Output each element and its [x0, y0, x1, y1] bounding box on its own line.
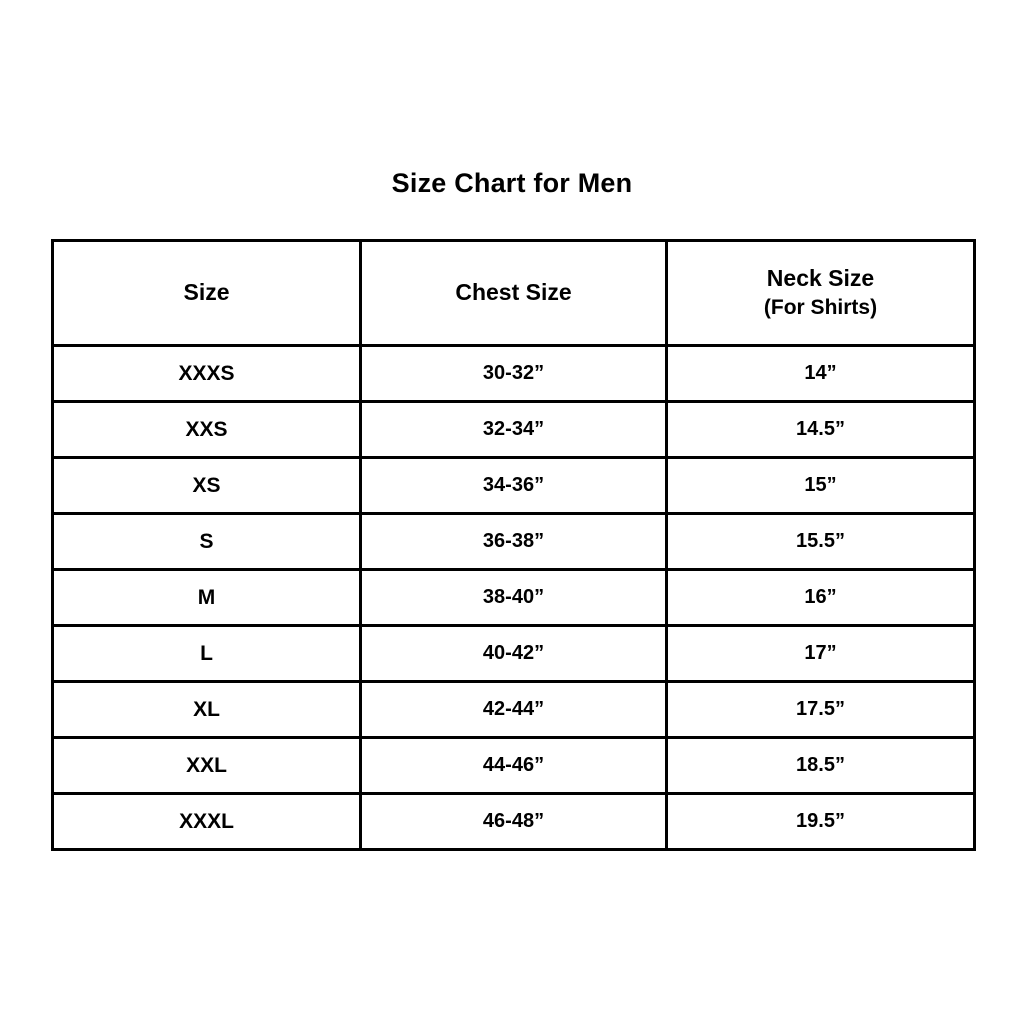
table-row — [53, 346, 975, 402]
column-header-chest — [361, 241, 667, 346]
cell-neck: 17” — [667, 626, 975, 682]
column-header-chest-label: Chest Size — [455, 279, 572, 306]
cell-chest: 34-36” — [361, 458, 667, 514]
cell-neck: 15” — [667, 458, 975, 514]
cell-neck: 16” — [667, 570, 975, 626]
cell-neck: 17.5” — [667, 682, 975, 738]
page-title: Size Chart for Men — [391, 168, 633, 198]
table-header — [53, 241, 975, 346]
column-header-neck-label: Neck Size — [766, 265, 875, 292]
cell-neck: 15.5” — [667, 514, 975, 570]
table-body — [53, 346, 975, 850]
table-row — [53, 682, 975, 738]
table-header-row — [53, 241, 975, 346]
table-row — [53, 514, 975, 570]
column-header-neck — [667, 241, 975, 346]
table-row — [53, 794, 975, 850]
cell-size: XS — [53, 458, 361, 514]
table-row — [53, 626, 975, 682]
table-row — [53, 458, 975, 514]
cell-neck: 19.5” — [667, 794, 975, 850]
cell-neck: 18.5” — [667, 738, 975, 794]
cell-chest: 42-44” — [361, 682, 667, 738]
cell-size: S — [53, 514, 361, 570]
cell-size: XXXL — [53, 794, 361, 850]
column-header-size — [53, 241, 361, 346]
cell-chest: 38-40” — [361, 570, 667, 626]
cell-chest: 40-42” — [361, 626, 667, 682]
cell-size: L — [53, 626, 361, 682]
cell-neck: 14.5” — [667, 402, 975, 458]
cell-size: XL — [53, 682, 361, 738]
column-header-size-label: Size — [183, 279, 230, 306]
cell-chest: 44-46” — [361, 738, 667, 794]
size-chart-table-container — [51, 239, 973, 851]
cell-chest: 46-48” — [361, 794, 667, 850]
cell-size: M — [53, 570, 361, 626]
cell-size: XXXS — [53, 346, 361, 402]
cell-size: XXS — [53, 402, 361, 458]
size-chart-table — [51, 239, 976, 851]
table-row — [53, 738, 975, 794]
column-header-neck-sublabel: (For Shirts) — [763, 296, 878, 320]
table-row — [53, 570, 975, 626]
cell-neck: 14” — [667, 346, 975, 402]
cell-chest: 36-38” — [361, 514, 667, 570]
cell-chest: 30-32” — [361, 346, 667, 402]
cell-chest: 32-34” — [361, 402, 667, 458]
table-row — [53, 402, 975, 458]
cell-size: XXL — [53, 738, 361, 794]
